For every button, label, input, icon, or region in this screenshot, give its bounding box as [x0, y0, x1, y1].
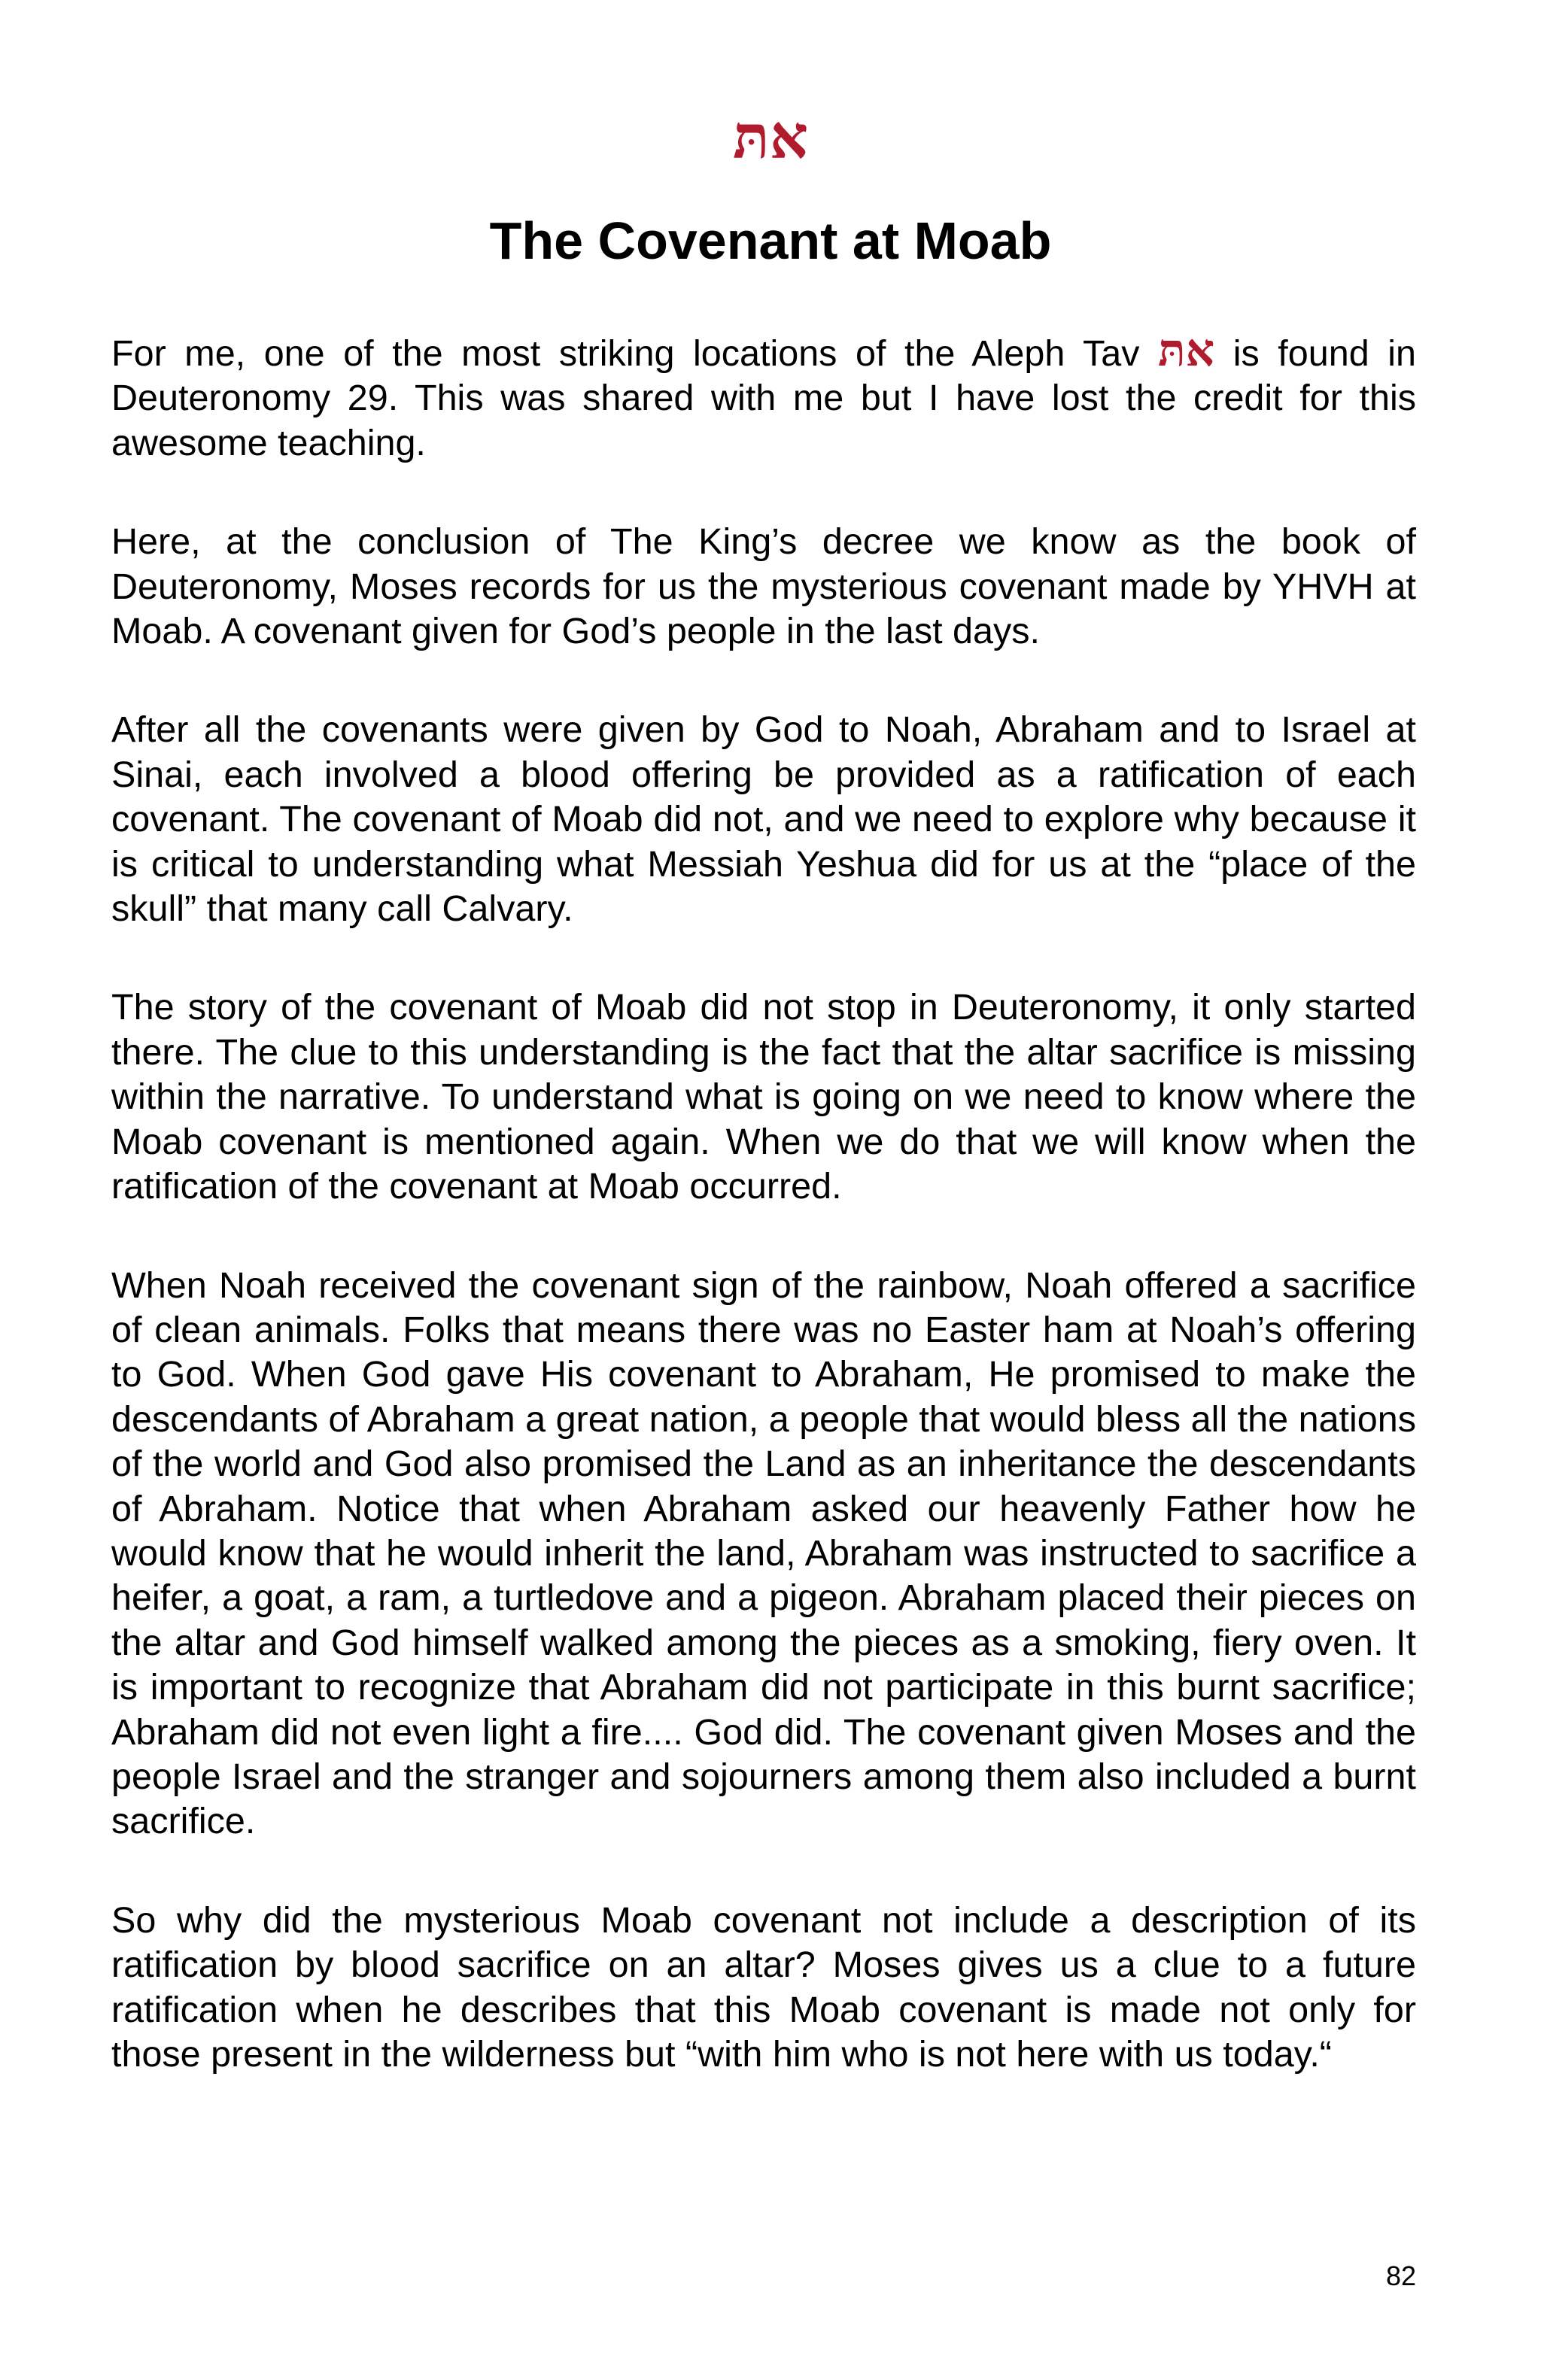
paragraph-3: After all the covenants were given by God to Noah, Abraham and to Israel at Sinai, each involved a blood offering be provided as a ratification of each covenant. The covenant of Moab did not, and we need to explore why because it is critical to understanding what Messiah Yeshua did for us at the “place of the skull” that many call Calvary.	[111, 709, 1416, 930]
paragraph-5: When Noah received the covenant sign of the rainbow, Noah offered a sacrifice of clean animals. Folks that means there was no Easter ham at Noah’s offering to God. When God gave His covenant to Abraham, He promised to make the descendants of Abraham a great nation, a people that would bless all the nations of the world and God also promised the Land as an inheritance the descendants of Abraham. Notice that when Abraham asked our heavenly Father how he would know that he would inherit the land, Abraham was instructed to sacrifice a heifer, a goat, a ram, a turtledove and a pigeon. Abraham placed their pieces on the altar and God himself walked among the pieces as a smoking, fiery oven. It is important to recognize that Abraham did not participate in this burnt sacrifice; Abraham did not even light a fire.... God did. The covenant given Moses and the people Israel and the stranger and sojourners among them also included a burnt sacrifice.	[111, 1264, 1416, 1842]
page-title: The Covenant at Moab	[489, 211, 1052, 270]
aleph-tav-inline-icon: אתּ	[1158, 324, 1215, 377]
page-number: 82	[1385, 2260, 1416, 2291]
paragraph-4: The story of the covenant of Moab did not stop in Deuteronomy, it only started there. The clue to this understanding is the fact that the altar sacrifice is missing within the narrative. To understand what is going on we need to know where the Moab covenant is mentioned again. When we do that we will know when the ratification of the covenant at Moab occurred.	[111, 987, 1416, 1207]
paragraph-1-before: For me, one of the most striking locations of the Aleph Tav	[111, 333, 1159, 374]
paragraph-1-after: is found in Deuteronomy 29. This was shared with me but I have lost the credit for this awesome teaching.	[111, 333, 1416, 463]
body-text	[111, 324, 1416, 2077]
aleph-tav-header-glyph: אתּ	[732, 102, 809, 172]
paragraph-6: So why did the mysterious Moab covenant not include a description of its ratification by blood sacrifice on an altar? Moses gives us a clue to a future ratification when he describes that this Moab covenant is made not only for those present in the wilderness but “with him who is not here with us today.“	[111, 1899, 1416, 2075]
paragraph-1	[111, 324, 1416, 466]
paragraph-2: Here, at the conclusion of The King’s decree we know as the book of Deuteronomy, Moses records for us the mysterious covenant made by YHVH at Moab. A covenant given for God’s people in the last days.	[111, 521, 1416, 652]
aleph-tav-header-icon	[0, 102, 1541, 172]
